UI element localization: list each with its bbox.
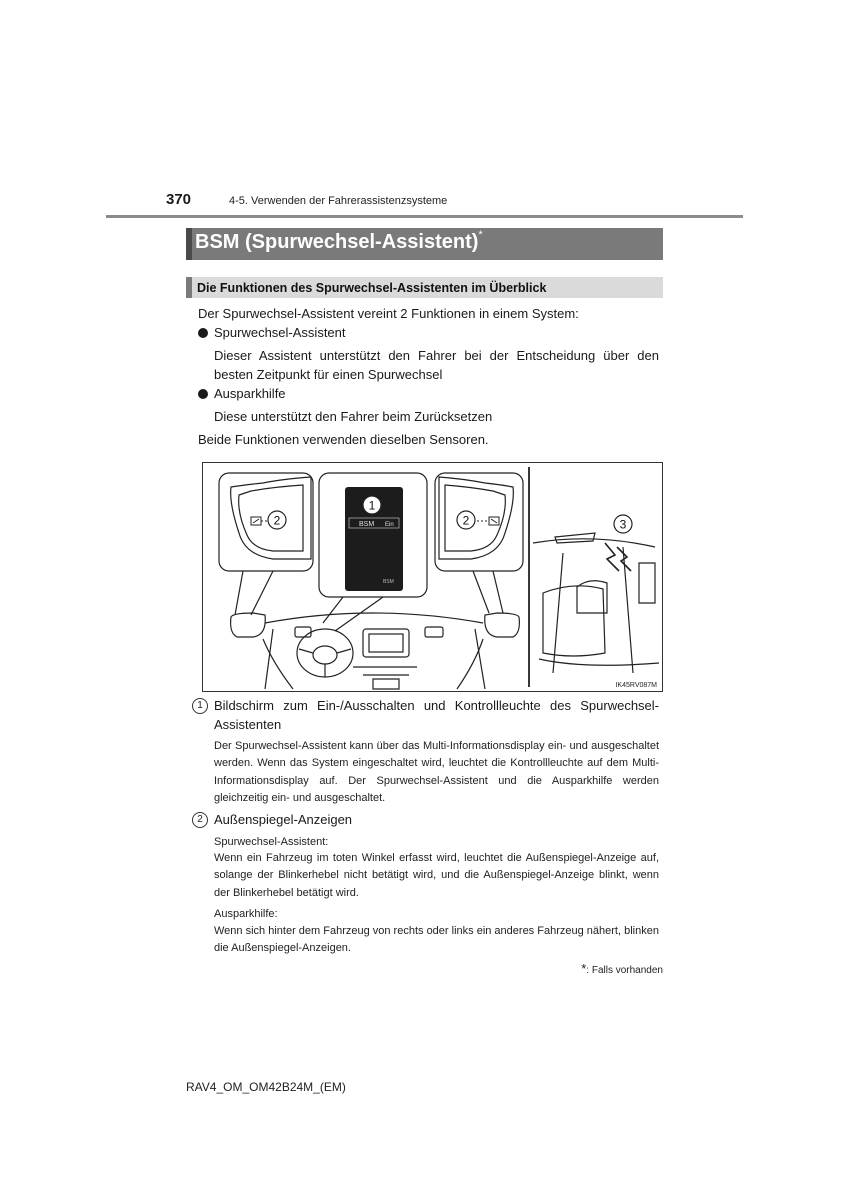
bullet-desc-2: Diese unterstützt den Fahrer beim Zurücksetzen (214, 409, 493, 424)
item-number-2: 2 (192, 812, 208, 828)
callout-3 (614, 515, 632, 533)
page-title (195, 231, 483, 254)
callout-2-right (457, 511, 475, 529)
buzzer-unit (555, 533, 595, 543)
item-2-subhead-2: Ausparkhilfe: (214, 908, 278, 920)
section-reference: 4-5. Verwenden der Fahrerassistenzsysteme (229, 195, 448, 207)
figure-id: IK45RV087M (615, 682, 657, 689)
header-rule (106, 215, 743, 218)
title-bar-accent (186, 228, 192, 260)
left-pointer (235, 571, 273, 615)
display-bsm-label: BSM (359, 521, 375, 528)
rear-seat (543, 586, 605, 656)
svg-text:1: 1 (368, 498, 376, 513)
intro-text: Der Spurwechsel-Assistent vereint 2 Funktionen in einem System: (198, 306, 579, 321)
footer-code: RAV4_OM_OM42B24M_(EM) (186, 1080, 346, 1094)
rear-roof (533, 539, 655, 547)
page-number: 370 (166, 191, 192, 208)
bullet-label-2: Ausparkhilfe (214, 386, 286, 401)
dashboard-top (265, 613, 483, 623)
callout-1 (363, 496, 381, 514)
subheading-accent (186, 277, 192, 298)
title-asterisk: * (478, 229, 483, 241)
footnote-symbol: * (581, 961, 587, 976)
item-1-heading: Bildschirm zum Ein-/Ausschalten und Kontrollleuchte des Spurwechsel-Assistenten (214, 698, 659, 732)
item-2-heading: Außenspiegel-Anzeigen (214, 812, 353, 827)
right-mirror-box (435, 473, 523, 571)
right-pointer (473, 571, 503, 613)
item-2-paragraph-2: Wenn sich hinter dem Fahrzeug von rechts oder links ein anderes Fahrzeug nähert, blinken die Außenspiegel-Anzeigen. (214, 925, 659, 955)
item-2-paragraph-1: Wenn ein Fahrzeug im toten Winkel erfasst wird, leuchtet die Außenspiegel-Anzeige auf, solange der Blinkerhebel nicht betätigt wird, und die Außenspiegel-Anzeige blinkt, wenn der Blinkerhebel betätigt wird. (214, 852, 659, 899)
left-mirror-box (219, 473, 313, 571)
bullet-icon (198, 328, 208, 338)
footnote-text: : Falls vorhanden (586, 965, 663, 976)
svg-text:3: 3 (619, 517, 627, 532)
display-on-label: Ein (385, 522, 394, 528)
sound-icon (605, 543, 631, 571)
right-mirror-indicator (489, 517, 499, 525)
display-footer-label: BSM (383, 579, 394, 585)
sensors-note: Beide Funktionen verwenden dieselben Sensoren. (198, 432, 489, 447)
footnote (540, 961, 663, 976)
svg-text:2: 2 (273, 513, 281, 528)
svg-text:2: 2 (462, 513, 470, 528)
item-2-subhead-1: Spurwechsel-Assistent: (214, 836, 329, 848)
bullet-label-1: Spurwechsel-Assistent (214, 325, 346, 340)
subheading: Die Funktionen des Spurwechsel-Assistenten im Überblick (197, 281, 547, 295)
bullet-desc-1: Dieser Assistent unterstützt den Fahrer bei der Entscheidung über den besten Zeitpunkt für einen Spurwechsel (214, 348, 659, 382)
page-title-text: BSM (Spurwechsel-Assistent) (195, 231, 479, 253)
left-side-mirror (231, 613, 266, 637)
left-mirror-indicator (251, 517, 261, 525)
bsm-figure (202, 462, 663, 692)
callout-2-left (268, 511, 286, 529)
bsm-illustration (203, 463, 662, 691)
item-number-1: 1 (192, 698, 208, 714)
bullet-icon (198, 389, 208, 399)
right-side-mirror (485, 613, 520, 637)
center-screen (363, 629, 409, 657)
item-1-paragraph: Der Spurwechsel-Assistent kann über das Multi-Informationsdisplay ein- und ausgeschaltet werden. Wenn das System eingeschaltet wird, leuchtet die Kontrollleuchte auf dem Multi-Informationsdisplay auf. Der Spurwechsel-Assistent und die Ausparkhilfe werden gleichzeitig ein- und ausgeschaltet. (214, 740, 659, 804)
